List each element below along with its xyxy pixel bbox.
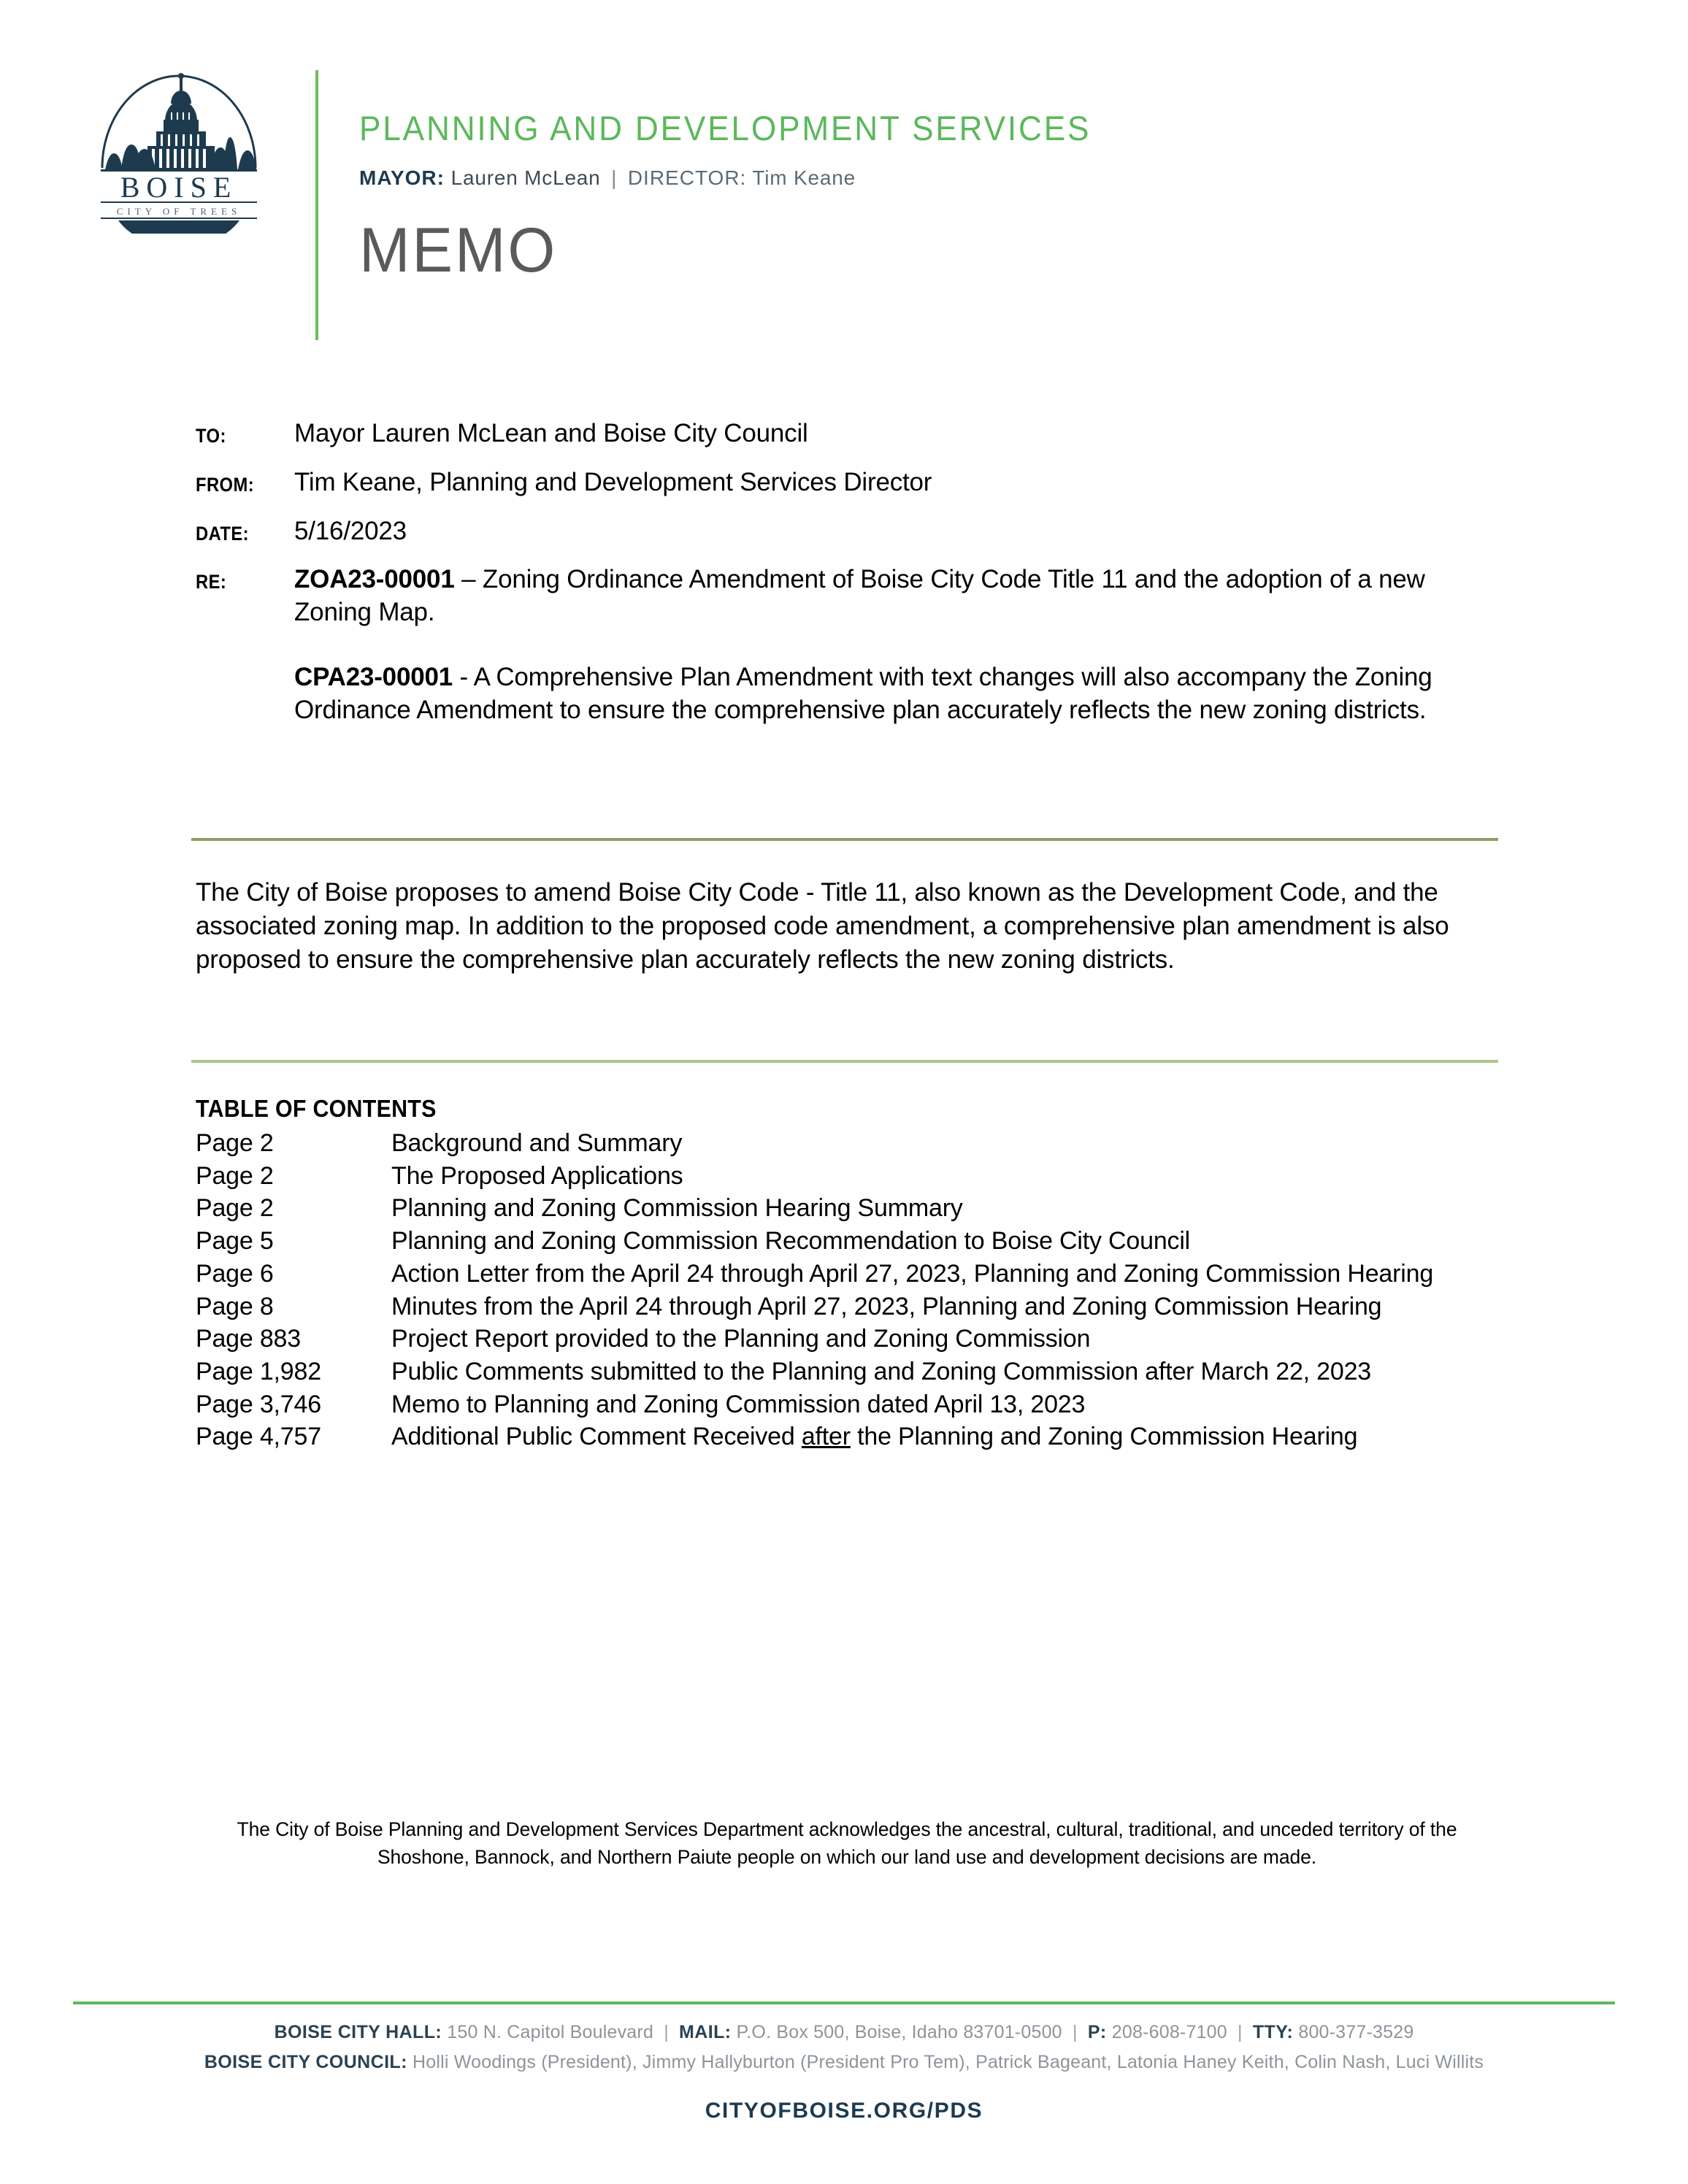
land-acknowledgement: The City of Boise Planning and Development Services Department acknowledges the ancestral, cultural, traditional, and unceded territory of the Shoshone, Bannock, and Northern Paiute people on which our land use and development decisions are made. <box>237 1818 1457 1868</box>
re-case-text-zoa: – Zoning Ordinance Amendment of Boise City Code Title 11 and the adoption of a new Zoning Map. <box>294 565 1425 627</box>
header-vertical-rule <box>315 70 318 340</box>
toc-description: Project Report provided to the Planning and Zoning Commission <box>391 1325 1091 1353</box>
toc-row <box>196 1192 1503 1225</box>
toc-heading: TABLE OF CONTENTS <box>196 1095 437 1122</box>
footer-contact-line <box>0 2018 1688 2048</box>
mail-label: MAIL: <box>679 2022 732 2042</box>
phone-number: 208-608-7100 <box>1111 2022 1227 2042</box>
to-label: TO: <box>196 425 226 447</box>
page-title: MEMO <box>359 215 558 285</box>
from-label: FROM: <box>196 473 255 496</box>
re-case-zoa <box>294 564 1503 629</box>
divider-bottom <box>191 1060 1498 1063</box>
re-value <box>294 564 1503 726</box>
toc-description: Planning and Zoning Commission Recommendation to Boise City Council <box>391 1227 1191 1256</box>
toc-row <box>196 1160 1503 1193</box>
from-value: Tim Keane, Planning and Development Services Director <box>294 467 932 496</box>
toc-row <box>196 1323 1503 1356</box>
re-case-cpa <box>294 661 1503 727</box>
toc-desc-underlined: after <box>801 1423 851 1451</box>
department-title: PLANNING AND DEVELOPMENT SERVICES <box>359 109 1092 147</box>
date-label: DATE: <box>196 522 250 545</box>
capitol-dome-logo-icon <box>95 58 263 234</box>
divider-top <box>191 838 1498 841</box>
footer-council-line <box>0 2048 1688 2077</box>
mayor-label: MAYOR: <box>359 166 445 189</box>
date-value: 5/16/2023 <box>294 516 407 545</box>
toc-page-number: Page 1,982 <box>196 1357 321 1385</box>
toc-row <box>196 1420 1503 1453</box>
city-hall-label: BOISE CITY HALL: <box>274 2022 442 2042</box>
field-to <box>196 418 1503 450</box>
toc-description: Planning and Zoning Commission Hearing Summary <box>391 1194 963 1223</box>
toc-desc-post: the Planning and Zoning Commission Hearing <box>850 1423 1358 1451</box>
director-label: DIRECTOR: <box>627 166 747 189</box>
footer-pipe: | <box>1072 2022 1078 2042</box>
logo-tagline: CITY OF TREES <box>116 206 242 217</box>
toc-row <box>196 1291 1503 1323</box>
footer-pipe: | <box>664 2022 669 2042</box>
mayor-name: Lauren McLean <box>450 166 601 189</box>
page-footer <box>0 2018 1688 2123</box>
council-members: Holli Woodings (President), Jimmy Hallyburton (President Pro Tem), Patrick Bageant, Latonia Haney Keith, Colin Nash, Luci Willits <box>413 2051 1484 2072</box>
toc-page-number: Page 2 <box>196 1129 274 1157</box>
toc-description: Memo to Planning and Zoning Commission dated April 13, 2023 <box>391 1390 1086 1418</box>
page-header <box>0 0 1688 365</box>
toc-description: Minutes from the April 24 through April 27, 2023, Planning and Zoning Commission Hearing <box>391 1292 1382 1320</box>
mayor-director-line <box>359 166 856 190</box>
boise-city-logo <box>95 58 263 234</box>
table-of-contents <box>196 1095 1503 1453</box>
re-case-number-cpa: CPA23-00001 <box>294 662 453 691</box>
toc-page-number: Page 2 <box>196 1161 274 1190</box>
tty-number: 800-377-3529 <box>1298 2022 1414 2042</box>
to-value: Mayor Lauren McLean and Boise City Council <box>294 419 808 447</box>
toc-description <box>391 1420 1472 1453</box>
toc-page-number: Page 3,746 <box>196 1390 321 1418</box>
toc-row <box>196 1356 1503 1388</box>
city-hall-address: 150 N. Capitol Boulevard <box>447 2022 654 2042</box>
field-from <box>196 466 1503 499</box>
toc-row <box>196 1225 1503 1258</box>
header-separator: | <box>611 166 618 189</box>
body-paragraph: The City of Boise proposes to amend Boise City Code - Title 11, also known as the Development Code, and the associated zoning map. In addition to the proposed code amendment, a comprehensive plan amendment is also proposed to ensure the comprehensive plan accurately reflects the new zoning districts. <box>196 878 1449 974</box>
field-re <box>196 564 1503 726</box>
toc-page-number: Page 2 <box>196 1194 274 1223</box>
toc-description: The Proposed Applications <box>391 1161 683 1190</box>
director-name: Tim Keane <box>752 166 856 189</box>
footer-pipe: | <box>1238 2022 1243 2042</box>
memo-fields <box>196 418 1503 727</box>
toc-page-number: Page 4,757 <box>196 1423 321 1451</box>
toc-page-number: Page 6 <box>196 1259 274 1288</box>
toc-row <box>196 1388 1503 1421</box>
field-date <box>196 515 1503 548</box>
re-case-number-zoa: ZOA23-00001 <box>294 565 455 594</box>
toc-desc-pre: Additional Public Comment Received <box>391 1423 802 1451</box>
toc-row <box>196 1127 1503 1160</box>
toc-page-number: Page 8 <box>196 1292 274 1320</box>
toc-description: Background and Summary <box>391 1129 683 1157</box>
tty-label: TTY: <box>1252 2022 1294 2042</box>
re-label: RE: <box>196 571 227 593</box>
mail-address: P.O. Box 500, Boise, Idaho 83701-0500 <box>736 2022 1062 2042</box>
toc-description: Public Comments submitted to the Planning and Zoning Commission after March 22, 2023 <box>391 1357 1372 1385</box>
phone-label: P: <box>1087 2022 1107 2042</box>
toc-page-number: Page 5 <box>196 1227 274 1256</box>
toc-page-number: Page 883 <box>196 1325 301 1353</box>
council-label: BOISE CITY COUNCIL: <box>204 2051 407 2072</box>
footer-website-url[interactable]: CITYOFBOISE.ORG/PDS <box>705 2099 983 2123</box>
toc-row <box>196 1258 1503 1291</box>
toc-description: Action Letter from the April 24 through April 27, 2023, Planning and Zoning Commission Hearing <box>391 1259 1434 1288</box>
logo-wordmark: BOISE <box>120 171 238 204</box>
re-case-text-cpa: - A Comprehensive Plan Amendment with text changes will also accompany the Zoning Ordinance Amendment to ensure the comprehensive plan accurately reflects the new zoning districts. <box>294 662 1432 724</box>
footer-rule <box>73 2002 1615 2004</box>
